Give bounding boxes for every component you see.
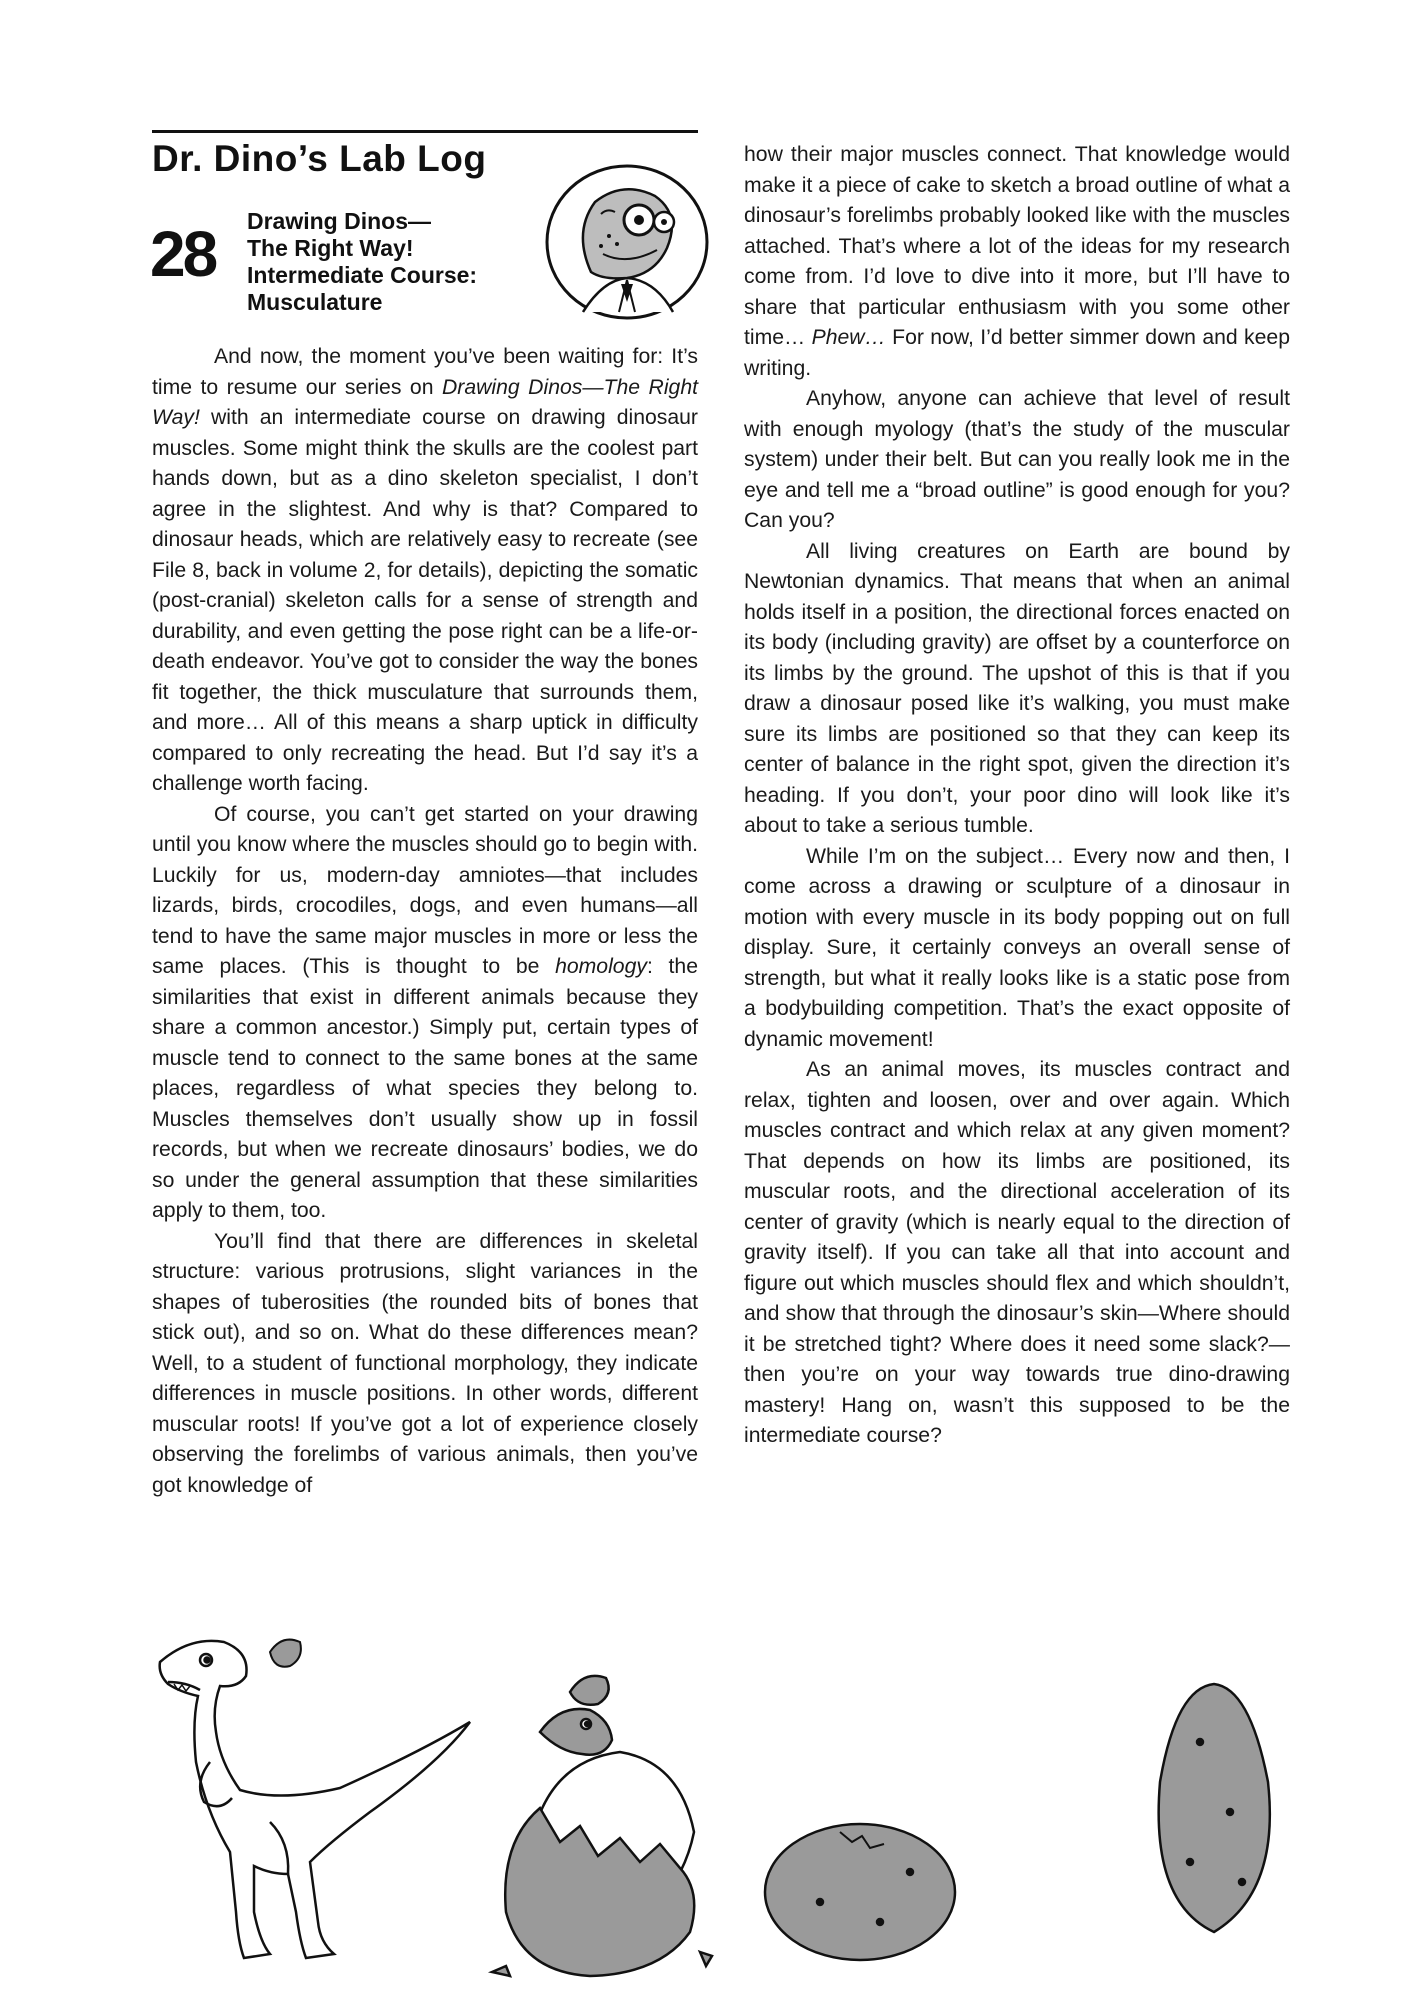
raptor-walking-icon xyxy=(160,1641,470,1958)
subtitle-line: Musculature xyxy=(247,289,383,315)
illustration-strip xyxy=(120,1612,1320,1992)
paragraph: You’ll find that there are differences in skeletal structure: various protrusions, slight variances in the shapes of tuberosities (the rounded bits of bones that stick out), and so on. What do these differences mean? Well, to a student of functional morphology, they indicate differences in muscle positions. In other words, different muscular roots! If you’ve got a lot of experience closely observing the forelimbs of various animals, then you’ve got knowledge of xyxy=(152,1229,698,1497)
hatchling-icon xyxy=(492,1676,712,1976)
paragraph: And now, the moment you’ve been waiting for: It’s time to resume our series on Drawing Dinos—The Right Way! with an intermediate course on drawing dinosaur muscles. Some might think the skulls are the coolest part hands down, but as a dino skeleton specialist, I don’t agree in the slightest. And why is that? Compared to dinosaur heads, which are relatively easy to recreate (see File 8, back in volume 2, for details), depicting the somatic (post-cranial) skeleton calls for a sense of strength and durability, and even getting the pose right can be a life-or-death endeavor. You’ve got to consider the way the bones fit together, the thick musculature that surrounds them, and more… All of this means a sharp uptick in difficulty compared to only recreating the head. But I’d say it’s a challenge worth facing. xyxy=(152,345,698,795)
file-number: 28 xyxy=(150,218,216,290)
shell-fragment-icon xyxy=(270,1640,301,1667)
paragraph: As an animal moves, its muscles contract and relax, tighten and loosen, over and over again. Which muscles contract and which relax at any given moment? That depends on how its limbs are positioned, its muscular roots, and the directional acceleration of its center of gravity (which is nearly equal to the direction of gravity itself). If you can take all that into account and figure out which muscles should flex and which shouldn’t, and show that through the dinosaur’s skin—Where should it be stretched tight? Where does it need some slack?—then you’re on your way towards true dino-drawing mastery! Hang on, wasn’t this supposed to be the intermediate course? xyxy=(744,1058,1290,1447)
paragraph: Anyhow, anyone can achieve that level of result with enough myology (that’s the study of the muscular system) under their belt. But can you really look me in the eye and tell me a “broad outline” is good enough for you? Can you? xyxy=(744,387,1290,532)
egg-icon xyxy=(1159,1684,1270,1932)
left-column xyxy=(152,342,698,1592)
subtitle-line: Drawing Dinos— xyxy=(247,208,432,234)
cracked-egg-icon xyxy=(765,1824,955,1960)
page-title: Dr. Dino’s Lab Log xyxy=(152,138,487,179)
paragraph: Of course, you can’t get started on your drawing until you know where the muscles should go to begin with. Luckily for us, modern-day amniotes—that includes lizards, birds, crocodiles, dogs, and even humans—all tend to have the same major muscles in more or less the same places. (This is thought to be homology: the similarities that exist in different animals because they share a common ancestor.) Simply put, certain types of muscle tend to connect to the same bones at the same places, regardless of what species they belong to. Muscles themselves don’t usually show up in fossil records, but when we recreate dinosaurs’ bodies, we do so under the general assumption that these similarities apply to them, too. xyxy=(152,802,698,1222)
subtitle-line: Intermediate Course: xyxy=(247,262,478,288)
paragraph: how their major muscles connect. That knowledge would make it a piece of cake to sketch a broad outline of what a dinosaur’s forelimbs probably looked like with the muscles attached. That’s where a lot of the ideas for my research come from. I’d love to dive into it more, but I’ll have to share that particular enthusiasm with you some other time… Phew… For now, I’d better simmer down and keep writing. xyxy=(744,143,1290,380)
paragraph: All living creatures on Earth are bound by Newtonian dynamics. That means that when an animal holds itself in a position, the directional forces enacted on its body (including gravity) are offset by a counterforce on its limbs by the ground. The upshot of this is that if you draw a dinosaur posed like it’s walking, you must make sure its limbs are positioned so that they can keep its center of balance in the right spot, given the direction it’s heading. If you don’t, your poor dino will look like it’s about to take a serious tumble. xyxy=(744,539,1290,837)
right-column xyxy=(744,140,1290,1600)
dr-dino-avatar-icon xyxy=(543,162,711,322)
subtitle-line: The Right Way! xyxy=(247,235,414,261)
paragraph: While I’m on the subject… Every now and then, I come across a drawing or sculpture of a dinosaur in motion with every muscle in its body popping out on full display. Sure, it certainly conveys an overall sense of strength, but what it really looks like is a static pose from a bodybuilding competition. That’s the exact opposite of dynamic movement! xyxy=(744,844,1290,1051)
section-subtitle xyxy=(247,208,537,316)
header-rule xyxy=(152,130,698,133)
